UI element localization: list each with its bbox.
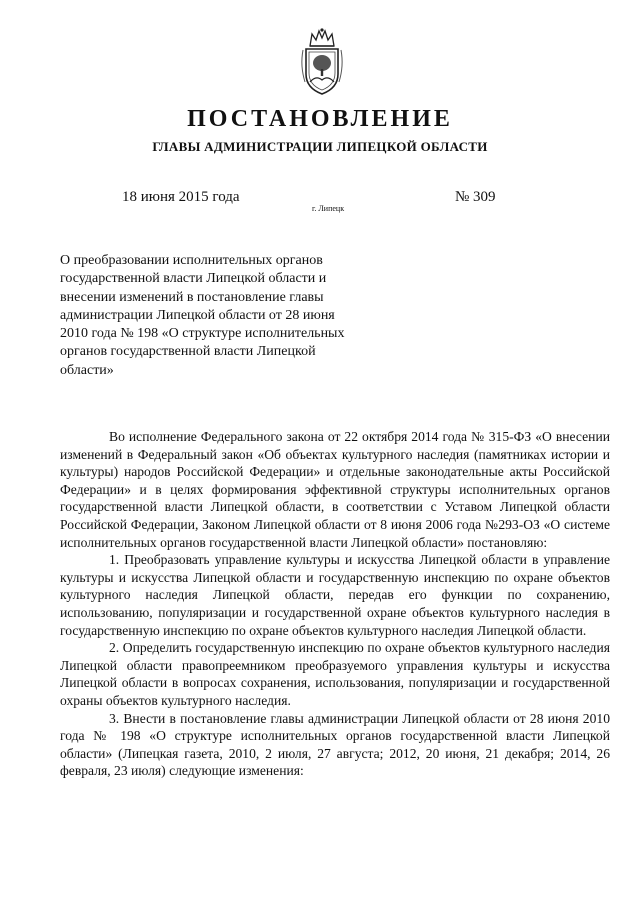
coat-of-arms-icon	[298, 26, 346, 98]
document-title: ПОСТАНОВЛЕНИЕ	[187, 106, 453, 132]
document-body	[60, 428, 610, 780]
document-city: г. Липецк	[312, 204, 345, 213]
document-subject: О преобразовании исполнительных органов государственной власти Липецкой области и внесении изменений в постановление главы администрации Липецкой области от 28 июня 2010 года № 198 «О структуре исполнительных органов государственной власти Липецкой области»	[60, 253, 345, 378]
document-subtitle: ГЛАВЫ АДМИНИСТРАЦИИ ЛИПЕЦКОЙ ОБЛАСТИ	[152, 139, 488, 154]
document-number: № 309	[455, 189, 496, 205]
body-item-2: 2. Определить государственную инспекцию по охране объектов культурного наследия Липецкой области правопреемником преобразуемого управления культуры и искусства Липецкой области в вопросах сохранения, использования, популяризации и государственной охраны объектов культурного наследия.	[60, 640, 610, 708]
body-item-3: 3. Внести в постановление главы администрации Липецкой области от 28 июня 2010 года № 198 «О структуре исполнительных органов государственной власти Липецкой области» (Липецкая газета, 2010, 2 июля, 27 августа; 2012, 20 июня, 21 декабря; 2014, 26 февраля, 23 июля) следующие изменения:	[60, 710, 610, 779]
document-date: 18 июня 2015 года	[122, 189, 240, 205]
body-item-1: 1. Преобразовать управление культуры и искусства Липецкой области в управление культуры и искусства Липецкой области и государственную инспекцию по охране объектов культурного наследия Липецкой области, передав его функции по сохранению, использованию, популяризации и государственной охране объектов культурного наследия в государственную инспекцию по охране объектов культурного наследия Липецкой области.	[60, 552, 610, 638]
body-intro-paragraph: Во исполнение Федерального закона от 22 октября 2014 года № 315-ФЗ «О внесении изменений в Федеральный закон «Об объектах культурного наследия (памятниках истории и культуры) народов Российской Федерации» и отдельные законодательные акты Российской Федерации» и в целях формирования эффективной структуры исполнительных органов государственной власти Липецкой области, в соответствии с Уставом Липецкой области Российской Федерации, Законом Липецкой области от 8 июня 2006 года №293-ОЗ «О системе исполнительных органов государственной власти Липецкой области» постановляю:	[60, 429, 610, 550]
